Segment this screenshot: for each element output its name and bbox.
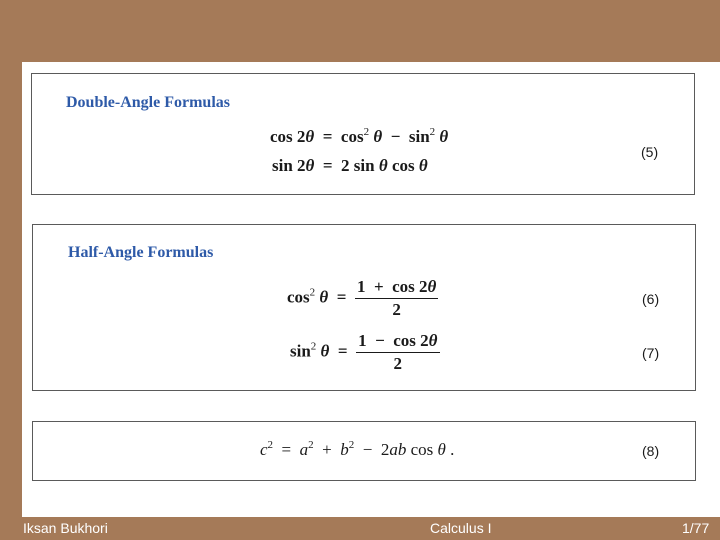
slide-content [22,62,720,517]
equation-number-6: (6) [642,291,660,307]
footer-page-number: 1/77 [682,520,710,536]
half-angle-box [32,224,696,391]
equation-number-8: (8) [642,443,660,459]
equation-number-5: (5) [641,144,659,160]
law-of-cosines-box [32,421,696,481]
equation-number-7: (7) [642,345,660,361]
equation-cos-squared: $\cos^2 \theta$ = $\frac{1 + \cos 2\theta}{2}$ [287,277,437,319]
equation-sin-squared: $\sin^2 \theta$ = $\frac{1 - \cos 2\theta}{2}$ [290,331,438,373]
equation-cos-2theta: $\cos 2\theta = \cos^2 \theta - \sin^2 \theta$ [270,126,449,146]
double-angle-box [31,73,695,195]
half-angle-title: Half-Angle Formulas [68,244,214,261]
equation-law-of-cosines: $c^2 = a^2 + b^2 - 2ab$ cos θ . [260,439,455,459]
footer-author: Iksan Bukhori [23,520,108,536]
equation-sin-2theta: sin 2θ = 2 sin θ cos θ [272,156,428,175]
footer-course: Calculus I [430,520,492,536]
double-angle-title: Double-Angle Formulas [66,94,230,111]
